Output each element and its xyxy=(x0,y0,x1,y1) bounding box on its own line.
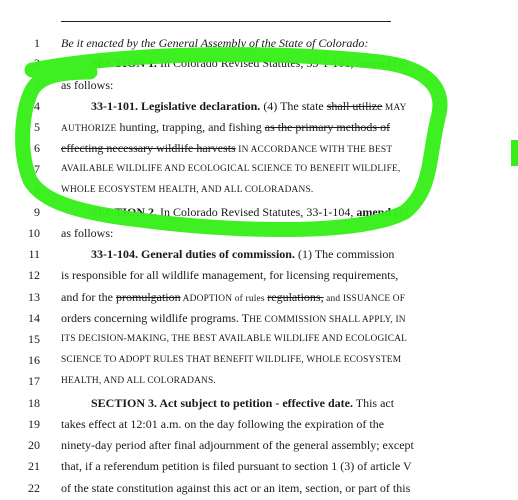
line-number: 15 xyxy=(28,332,40,346)
line-number: 5 xyxy=(34,120,40,134)
added-text: WHOLE ECOSYSTEM HEALTH, AND ALL COLORADANS. xyxy=(61,185,314,195)
added-text: HE COMMISSION SHALL APPLY, IN xyxy=(249,315,406,325)
body-line: as follows: xyxy=(61,226,114,240)
line-number: 2 xyxy=(34,56,40,70)
section-33-1-101-heading: 33-1-101. Legislative declaration. (4) The state shall utilize MAY xyxy=(91,99,407,113)
section-1-heading: SECTION 1. In Colorado Revised Statutes, 33-1-101, amend (4) xyxy=(91,56,409,70)
top-rule xyxy=(61,21,391,22)
line-number: 1 xyxy=(34,36,40,50)
struck-text: as the primary methods of xyxy=(264,120,391,134)
line-number: 22 xyxy=(28,481,40,495)
line-number: 4 xyxy=(34,99,40,113)
body-line: of the state constitution against this act or an item, section, or part of this xyxy=(61,481,411,495)
body-line: takes effect at 12:01 a.m. on the day following the expiration of the xyxy=(61,417,385,431)
line-number: 8 xyxy=(34,183,40,197)
struck-text: shall utilize xyxy=(326,99,383,113)
line-number: 18 xyxy=(28,396,40,410)
body-line: ninety-day period after final adjournment of the general assembly; except xyxy=(61,438,414,452)
section-3-heading: SECTION 3. Act subject to petition - effective date. This act xyxy=(91,396,395,410)
enacting-clause: Be it enacted by the General Assembly of the State of Colorado: xyxy=(61,36,369,50)
line-number: 12 xyxy=(28,268,40,282)
struck-text: effecting necessary wildlife harvests xyxy=(61,141,236,155)
line-number: 14 xyxy=(28,311,40,325)
line-number: 9 xyxy=(34,205,40,219)
line-number: 21 xyxy=(28,459,40,473)
body-line xyxy=(61,141,391,157)
added-text: ITS DECISION-MAKING, THE BEST AVAILABLE WILDLIFE AND ECOLOGICAL xyxy=(61,334,408,344)
added-text: MAY xyxy=(382,103,407,113)
section-2-heading: SECTION 2. In Colorado Revised Statutes, 33-1-104, amend (1) xyxy=(91,205,409,219)
line-number: 11 xyxy=(28,247,40,261)
line-number: 7 xyxy=(34,162,40,176)
body-line: AUTHORIZE hunting, trapping, and fishing as the primary methods of xyxy=(61,120,391,134)
body-line: that, if a referendum petition is filed pursuant to section 1 (3) of article V xyxy=(61,459,412,473)
line-number: 6 xyxy=(34,141,40,155)
line-number: 20 xyxy=(28,438,40,452)
added-text: ADOPTION of rules xyxy=(180,294,268,304)
highlight-side-mark xyxy=(511,140,518,166)
added-text: AUTHORIZE xyxy=(61,124,117,134)
body-line: as follows: xyxy=(61,78,114,92)
added-text: IN ACCORDANCE WITH THE BEST xyxy=(235,145,393,155)
struck-text: promulgation xyxy=(115,290,181,304)
body-line: is responsible for all wildlife management, for licensing requirements, xyxy=(61,268,399,282)
line-number: 13 xyxy=(28,290,40,304)
line-number: 10 xyxy=(28,226,40,240)
line-number: 17 xyxy=(28,374,40,388)
added-text: AVAILABLE WILDLIFE AND ECOLOGICAL SCIENCE TO BENEFIT WILDLIFE, xyxy=(61,164,401,174)
body-line: and for the promulgation ADOPTION of rules regulations, and ISSUANCE OF xyxy=(61,290,406,304)
added-text: HEALTH, AND ALL COLORADANS. xyxy=(61,376,216,386)
body-line: orders concerning wildlife programs. THE COMMISSION SHALL APPLY, IN xyxy=(61,311,406,325)
line-number: 16 xyxy=(28,353,40,367)
section-33-1-104-heading: 33-1-104. General duties of commission. (1) The commission xyxy=(91,247,395,261)
struck-text: regulations, xyxy=(267,290,324,304)
added-text: SCIENCE TO ADOPT RULES THAT BENEFIT WILDLIFE, WHOLE ECOSYSTEM xyxy=(61,355,402,365)
added-text: and ISSUANCE OF xyxy=(323,294,406,304)
line-number: 19 xyxy=(28,417,40,431)
line-number: 3 xyxy=(34,78,40,92)
